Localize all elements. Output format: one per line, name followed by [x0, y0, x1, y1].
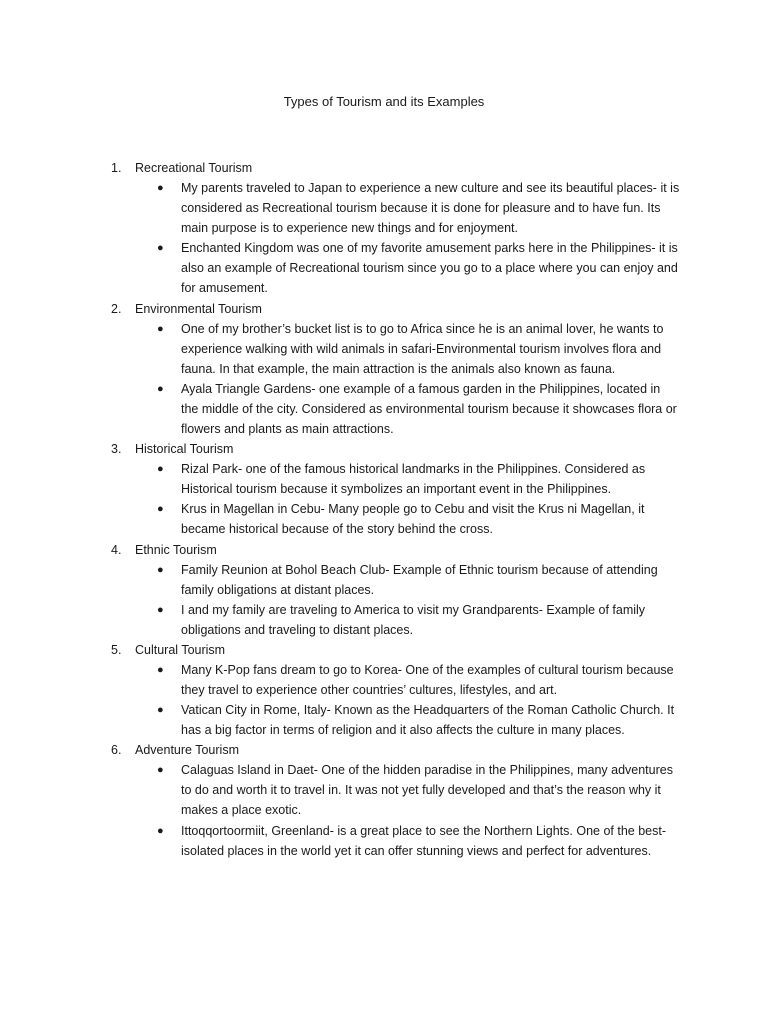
- list-item: [157, 600, 681, 640]
- section-adventure-tourism: [0, 740, 768, 860]
- section-heading: Environmental Tourism: [135, 301, 262, 316]
- section-number: 3.: [111, 442, 122, 457]
- bullet-icon: ●: [157, 663, 164, 676]
- list-item-text: Family Reunion at Bohol Beach Club- Example of Ethnic tourism because of attending family obligations at distant places.: [181, 562, 658, 597]
- list-item: [157, 379, 681, 439]
- bullet-icon: ●: [157, 764, 164, 777]
- list-item-text: Vatican City in Rome, Italy- Known as the Headquarters of the Roman Catholic Church. It has a big factor in terms of religion and it also affects the culture in many places.: [181, 703, 675, 738]
- section-heading: Ethnic Tourism: [135, 542, 217, 557]
- document-body: [0, 158, 768, 861]
- bullet-icon: ●: [157, 382, 164, 395]
- list-item: [157, 459, 681, 499]
- list-item-text: Krus in Magellan in Cebu- Many people go to Cebu and visit the Krus ni Magellan, it became historical because of the story behind the cross.: [181, 502, 645, 537]
- section-number: 6.: [111, 743, 122, 758]
- bullet-icon: ●: [157, 463, 164, 476]
- list-item: [157, 821, 681, 861]
- bullet-icon: ●: [157, 242, 164, 255]
- list-item-text: My parents traveled to Japan to experience a new culture and see its beautiful places- it is considered as Recreational tourism because it is done for pleasure and to have fun. Its main purpose is to experience new things and for enjoyment.: [181, 181, 680, 236]
- list-item-text: Ayala Triangle Gardens- one example of a famous garden in the Philippines, located in the middle of the city. Considered as environmental tourism because it showcases flora or flowers and plants as main attractions.: [181, 381, 677, 437]
- section-historical-tourism: [0, 439, 768, 539]
- document-title: Types of Tourism and its Examples: [283, 94, 485, 109]
- list-item: [157, 700, 681, 740]
- list-item: [157, 319, 681, 379]
- bullet-icon: ●: [157, 322, 164, 335]
- section-environmental-tourism: [0, 299, 768, 440]
- list-item: [157, 660, 681, 700]
- section-recreational-tourism: [0, 158, 768, 299]
- list-item: [157, 238, 681, 298]
- bullet-icon: ●: [157, 563, 164, 576]
- list-item: [157, 499, 681, 539]
- list-item-text: Many K-Pop fans dream to go to Korea- One of the examples of cultural tourism because they travel to experience other countries’ cultures, lifestyles, and art.: [181, 662, 674, 697]
- section-number: 2.: [111, 301, 122, 316]
- list-item: [157, 178, 681, 238]
- list-item-text: One of my brother’s bucket list is to go to Africa since he is an animal lover, he wants to experience walking with wild animals in safari-Environmental tourism involves flora and fauna. In that example, the main attraction is the animals also known as fauna.: [181, 321, 664, 376]
- bullet-icon: ●: [157, 182, 164, 194]
- section-heading: Recreational Tourism: [135, 161, 253, 175]
- section-heading: Historical Tourism: [135, 442, 234, 457]
- section-ethnic-tourism: [0, 540, 768, 640]
- list-item-text: Rizal Park- one of the famous historical landmarks in the Philippines. Considered as Historical tourism because it symbolizes an important event in the Philippines.: [181, 462, 646, 497]
- list-item-text: Enchanted Kingdom was one of my favorite amusement parks here in the Philippines- it is also an example of Recreational tourism since you go to a place where you can enjoy and for amusement.: [181, 241, 678, 296]
- list-item-text: I and my family are traveling to America to visit my Grandparents- Example of family obligations and traveling to distant places.: [181, 602, 646, 637]
- section-heading: Adventure Tourism: [135, 743, 239, 758]
- section-heading: Cultural Tourism: [135, 642, 226, 657]
- list-item: [157, 760, 681, 820]
- list-item: [157, 560, 681, 600]
- bullet-icon: ●: [157, 503, 164, 516]
- section-number: 4.: [111, 542, 122, 557]
- list-item-text: Calaguas Island in Daet- One of the hidden paradise in the Philippines, many adventures to do and worth it to travel in. It was not yet fully developed and that’s the reason why it makes a place exotic.: [181, 763, 673, 818]
- section-number: 5.: [111, 642, 122, 657]
- list-item-text: Ittoqqortoormiit, Greenland- is a great place to see the Northern Lights. One of the best-isolated places in the world yet it can offer stunning views and perfect for adventures.: [181, 823, 666, 858]
- bullet-icon: ●: [157, 824, 164, 837]
- section-cultural-tourism: [0, 640, 768, 740]
- bullet-icon: ●: [157, 603, 164, 616]
- section-number: 1.: [111, 161, 122, 175]
- bullet-icon: ●: [157, 704, 164, 717]
